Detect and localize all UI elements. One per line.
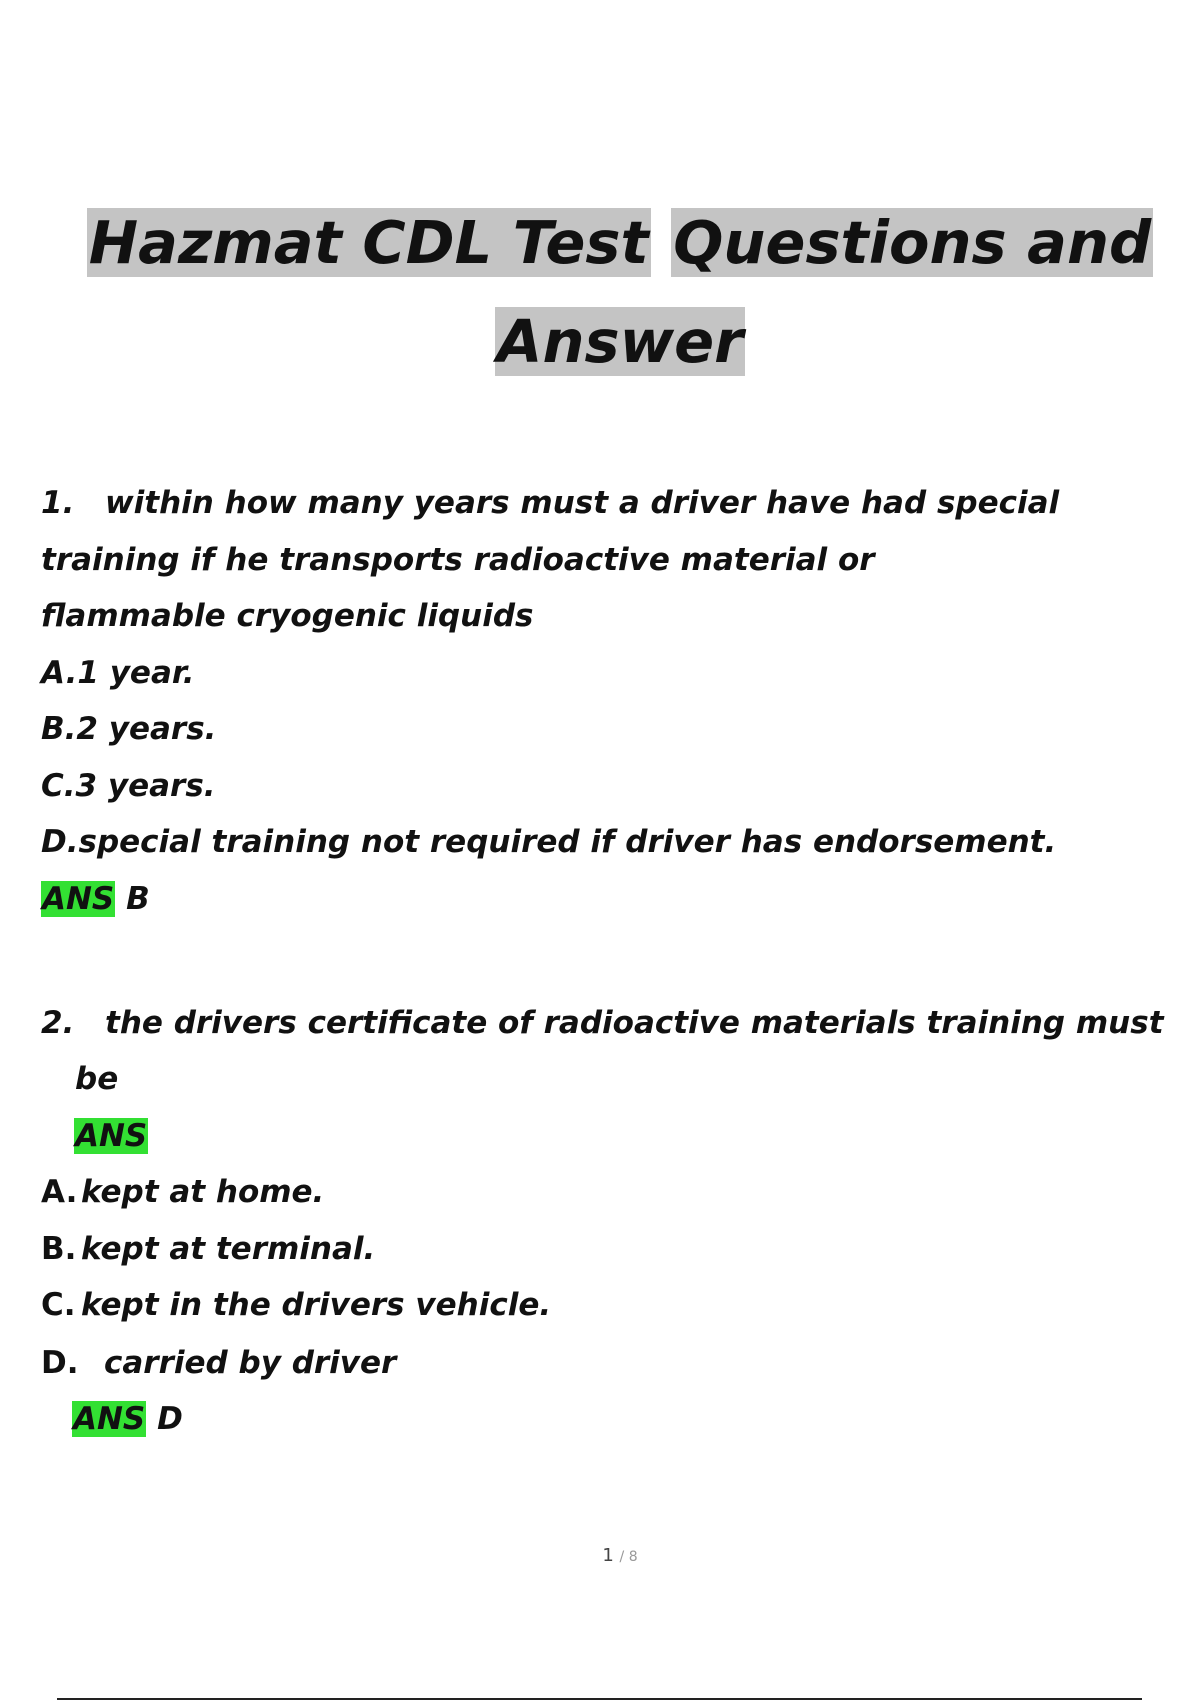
page-current: 1 xyxy=(602,1545,614,1566)
title-part-1: Hazmat CDL Test xyxy=(88,208,649,277)
page-total: / 8 xyxy=(619,1549,638,1565)
answer-label: ANS xyxy=(75,1118,148,1154)
answer-value: B xyxy=(126,881,150,917)
question-1-text-2: training if he transports radioactive material or xyxy=(41,542,875,578)
question-2-option-d xyxy=(41,1345,397,1381)
question-2-option-c xyxy=(41,1287,552,1323)
question-1-number: 1. xyxy=(41,485,75,521)
option-letter: C. xyxy=(41,1287,76,1323)
option-text: kept in the drivers vehicle. xyxy=(81,1287,552,1323)
question-1-line-1 xyxy=(41,485,1060,521)
question-2-text-2: be xyxy=(75,1061,119,1097)
option-letter: A. xyxy=(41,1174,78,1210)
question-2-line-1 xyxy=(41,1005,1164,1041)
question-2-option-a xyxy=(41,1174,325,1210)
question-2-text-1: the drivers certificate of radioactive materials training must xyxy=(105,1005,1164,1041)
question-1-option-b: B.2 years. xyxy=(41,711,217,747)
question-2-option-b xyxy=(41,1231,376,1267)
question-1-option-d: D.special training not required if driver has endorsement. xyxy=(41,824,1057,860)
option-text: kept at terminal. xyxy=(81,1231,376,1267)
answer-label: ANS xyxy=(42,881,115,917)
question-1-option-a: A.1 year. xyxy=(41,655,195,691)
title-part-2: Questions and xyxy=(673,208,1152,277)
question-2-number: 2. xyxy=(41,1005,75,1041)
document-title xyxy=(0,208,1200,277)
question-1-answer xyxy=(41,881,150,917)
question-1-text-1: within how many years must a driver have had special xyxy=(105,485,1060,521)
answer-value: D xyxy=(157,1401,183,1437)
option-text: kept at home. xyxy=(81,1174,325,1210)
option-text: carried by driver xyxy=(104,1345,397,1381)
title-part-3: Answer xyxy=(496,307,744,376)
answer-label: ANS xyxy=(73,1401,146,1437)
question-2-pre-answer xyxy=(74,1118,148,1154)
question-1-text-3: flammable cryogenic liquids xyxy=(41,598,534,634)
option-letter: B. xyxy=(41,1231,77,1267)
page-number xyxy=(0,1545,1200,1566)
question-1-option-c: C.3 years. xyxy=(41,768,216,804)
question-2-answer xyxy=(72,1401,183,1437)
option-letter: D. xyxy=(41,1345,79,1381)
document-title-line-2 xyxy=(0,307,1200,376)
